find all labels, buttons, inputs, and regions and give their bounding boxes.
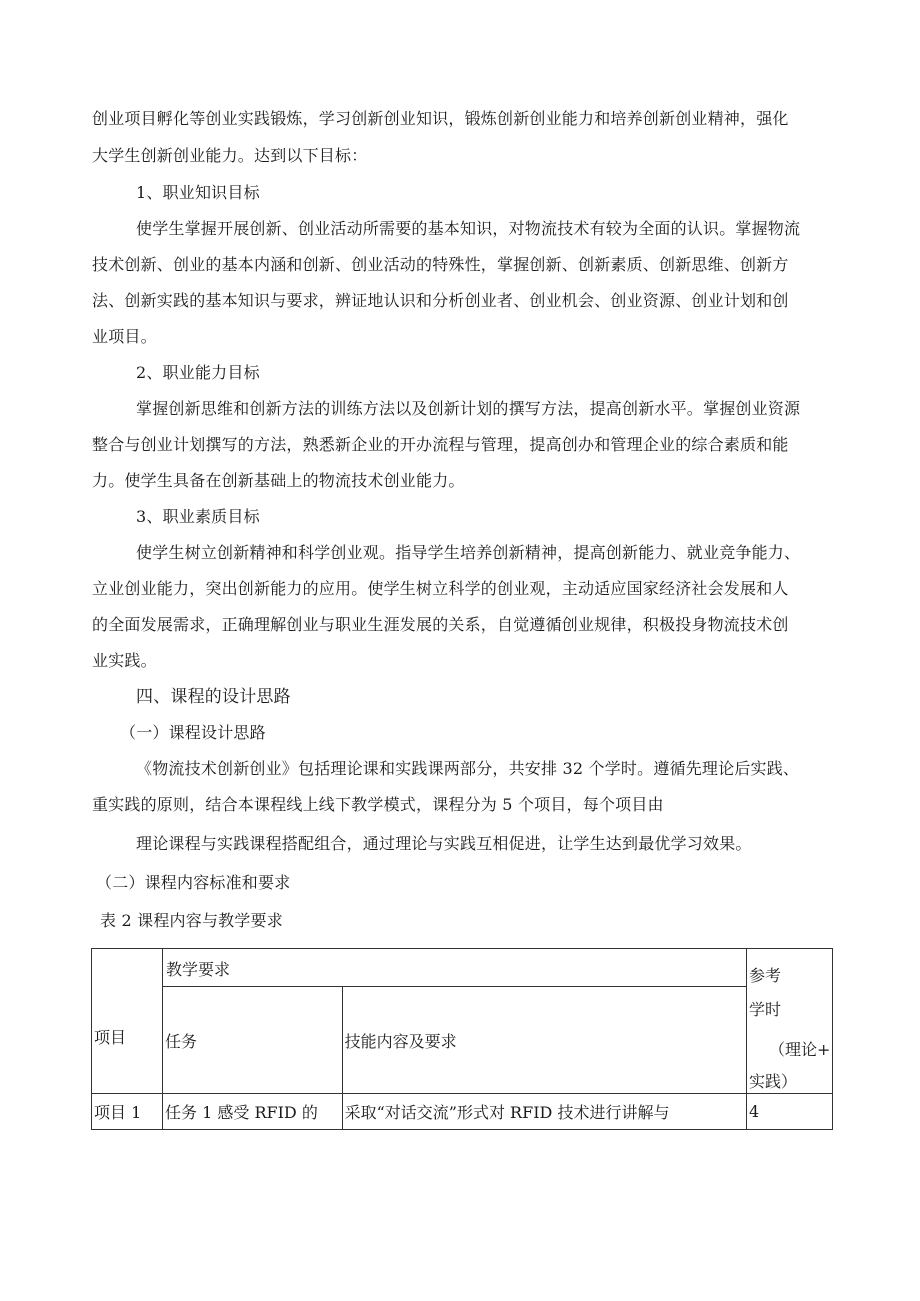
header-teaching-requirements: 教学要求 [163,949,747,987]
subsection-heading: （一）课程设计思路 [120,723,266,742]
paragraph-line: 重实践的原则，结合本课程线上线下教学模式，课程分为 5 个项目，每个项目由 [92,795,664,814]
paragraph-line: 业项目。 [92,327,157,346]
hours-line-1: 参考 [749,966,782,985]
row-skill: 采取“对话交流”形式对 RFID 技术进行讲解与 [342,1094,746,1130]
paragraph-line: 业实践。 [92,651,157,670]
paragraph-line: 技术创新、创业的基本内涵和创新、创业活动的特殊性，掌握创新、创新素质、创新思维、创新方 [92,255,789,274]
row-hours: 4 [747,1094,833,1130]
heading-knowledge-goal: 1、职业知识目标 [136,183,260,202]
hours-line-3: （理论+ [769,1040,831,1059]
header-task: 任务 [163,987,343,1094]
header-skill-content: 技能内容及要求 [342,987,746,1094]
course-content-table [91,948,833,1130]
paragraph-line: 整合与创业计划撰写的方法，熟悉新企业的开办流程与管理，提高创办和管理企业的综合素质和能 [92,435,789,454]
paragraph-line: 的全面发展需求，正确理解创业与职业生涯发展的关系，自觉遵循创业规律，积极投身物流技术创 [92,615,789,634]
paragraph-line: 创业项目孵化等创业实践锻炼，学习创新创业知识，锻炼创新创业能力和培养创新创业精神，强化 [92,109,789,128]
paragraph-line: 大学生创新创业能力。达到以下目标： [92,146,368,165]
paragraph-line: 使学生树立创新精神和科学创业观。指导学生培养创新精神，提高创新能力、就业竞争能力、 [136,543,801,562]
hours-line-2: 学时 [749,1000,782,1019]
paragraph-line: 使学生掌握开展创新、创业活动所需要的基本知识，对物流技术有较为全面的认识。掌握物流 [136,219,801,238]
paragraph-line: 掌握创新思维和创新方法的训练方法以及创新计划的撰写方法，提高创新水平。掌握创业资源 [136,399,801,418]
subsection-heading: （二）课程内容标准和要求 [96,873,291,892]
paragraph-line: 理论课程与实践课程搭配组合，通过理论与实践互相促进，让学生达到最优学习效果。 [136,834,752,853]
paragraph-line: 法、创新实践的基本知识与要求，辨证地认识和分析创业者、创业机会、创业资源、创业计划和创 [92,291,789,310]
heading-quality-goal: 3、职业素质目标 [136,507,260,526]
header-reference-hours [747,949,833,1094]
row-task: 任务 1 感受 RFID 的 [163,1094,343,1130]
section-heading: 四、课程的设计思路 [136,687,291,707]
table-caption: 表 2 课程内容与教学要求 [100,911,283,930]
row-project: 项目 1 [92,1094,163,1130]
hours-line-4: 实践） [749,1072,798,1091]
paragraph-line: 《物流技术创新创业》包括理论课和实践课两部分，共安排 32 个学时。遵循先理论后实践、 [136,759,800,778]
paragraph-line: 立业创业能力，突出创新能力的应用。使学生树立科学的创业观，主动适应国家经济社会发展和人 [92,579,789,598]
heading-ability-goal: 2、职业能力目标 [136,363,260,382]
header-project: 项目 [92,949,163,1094]
paragraph-line: 力。使学生具备在创新基础上的物流技术创业能力。 [92,471,465,490]
